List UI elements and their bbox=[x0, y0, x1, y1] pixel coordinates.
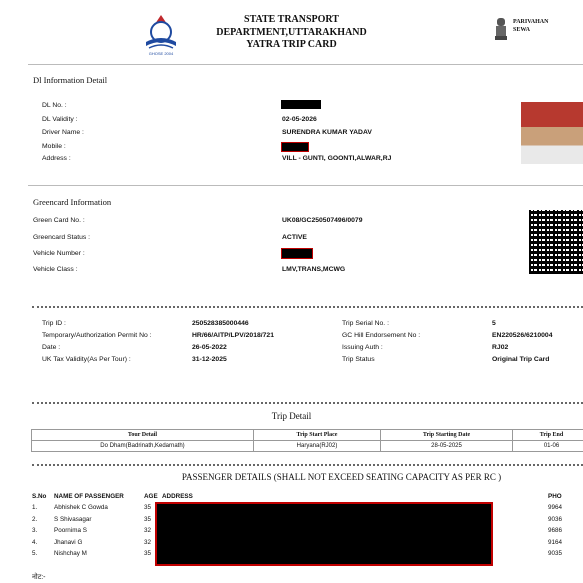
sno-cell: 1. bbox=[32, 504, 38, 512]
col-trip-starting-date: Trip Starting Date bbox=[381, 430, 513, 441]
name-cell: Nishchay M bbox=[54, 550, 87, 558]
name-cell: Abhishek C Gowda bbox=[54, 504, 108, 512]
name-cell: Poornima S bbox=[54, 527, 87, 535]
date-label: Date : bbox=[42, 344, 61, 351]
starting-date-cell: 28-05-2025 bbox=[381, 441, 513, 452]
driver-name-value: SURENDRA KUMAR YADAV bbox=[282, 129, 372, 136]
trip-id-value: 250528385000446 bbox=[192, 320, 249, 327]
vehicle-class-value: LMV,TRANS,MCWG bbox=[282, 266, 346, 273]
trip-status-label: Trip Status bbox=[342, 356, 375, 363]
phone-cell: 9036 bbox=[548, 515, 563, 523]
col-age: AGE bbox=[144, 492, 158, 500]
footer-note: नोट:- bbox=[32, 574, 46, 581]
mobile-redaction bbox=[281, 142, 309, 152]
permit-no-value: HR/66/AITP/LPV/2018/721 bbox=[192, 332, 274, 339]
phone-cell: 9964 bbox=[548, 504, 563, 512]
address-label: Address : bbox=[42, 155, 71, 162]
trip-id-label: Trip ID : bbox=[42, 320, 66, 327]
divider bbox=[28, 64, 583, 65]
dl-validity-label: DL Validity : bbox=[42, 116, 78, 123]
col-phone: PHO bbox=[548, 492, 562, 500]
greencard-status-label: Greencard Status : bbox=[33, 234, 91, 241]
dotted-divider bbox=[32, 402, 583, 404]
dotted-divider bbox=[32, 464, 583, 466]
trip-serial-label: Trip Serial No. : bbox=[342, 320, 389, 327]
sno-cell: 4. bbox=[32, 538, 38, 546]
national-emblem-icon bbox=[494, 16, 508, 46]
name-cell: Jhanavi G bbox=[54, 538, 83, 546]
greencard-section-title: Greencard Information bbox=[33, 197, 112, 207]
gc-endorsement-value: EN220526/6210004 bbox=[492, 332, 553, 339]
start-place-cell: Haryana(RJ02) bbox=[254, 441, 381, 452]
col-address: ADDRESS bbox=[162, 492, 193, 500]
sno-cell: 2. bbox=[32, 515, 38, 523]
date-value: 26-05-2022 bbox=[192, 344, 227, 351]
sno-cell: 5. bbox=[32, 550, 38, 558]
parivahan-sewa-label: PARIVAHAN SEWA bbox=[513, 19, 549, 33]
tax-validity-label: UK Tax Validity(As Per Tour) : bbox=[42, 356, 131, 363]
trip-status-value: Original Trip Card bbox=[492, 356, 550, 363]
age-cell: 35 bbox=[144, 515, 152, 523]
trip-detail-title: Trip Detail bbox=[271, 411, 312, 421]
passenger-details-title: PASSENGER DETAILS (SHALL NOT EXCEED SEATING CAPACITY AS PER RC ) bbox=[181, 472, 502, 482]
phone-cell: 9035 bbox=[548, 550, 563, 558]
issuing-auth-label: Issuing Auth : bbox=[342, 344, 383, 351]
sno-cell: 3. bbox=[32, 527, 38, 535]
address-value: VILL - GUNTI, GOONTI,ALWAR,RJ bbox=[282, 155, 392, 162]
table-header-row bbox=[30, 490, 583, 502]
vehicle-class-label: Vehicle Class : bbox=[33, 266, 78, 273]
age-cell: 35 bbox=[144, 550, 152, 558]
driver-photo bbox=[521, 102, 583, 164]
phone-cell: 9686 bbox=[548, 527, 563, 535]
col-sno: S.No bbox=[32, 492, 47, 500]
vehicle-number-redaction bbox=[281, 248, 313, 259]
phone-cell: 9164 bbox=[548, 538, 563, 546]
tour-detail-cell: Do Dham(Badrinath,Kedarnath) bbox=[32, 441, 254, 452]
table-row bbox=[32, 441, 583, 452]
driver-name-label: Driver Name : bbox=[42, 129, 84, 136]
svg-text:GHOSE 2004: GHOSE 2004 bbox=[148, 51, 174, 56]
divider bbox=[28, 185, 583, 186]
dl-validity-value: 02-05-2026 bbox=[282, 116, 317, 123]
dl-no-label: DL No. : bbox=[42, 102, 67, 109]
greencard-status-value: ACTIVE bbox=[282, 234, 307, 241]
tax-validity-value: 31-12-2025 bbox=[192, 356, 227, 363]
green-card-no-label: Green Card No. : bbox=[33, 217, 85, 224]
qr-code bbox=[529, 210, 583, 274]
col-tour-detail: Tour Detail bbox=[32, 430, 254, 441]
address-redaction bbox=[155, 502, 493, 566]
mobile-label: Mobile : bbox=[42, 143, 66, 150]
col-trip-start-place: Trip Start Place bbox=[254, 430, 381, 441]
permit-no-label: Temporary/Authorization Permit No : bbox=[42, 332, 152, 339]
name-cell: S Shivasagar bbox=[54, 515, 92, 523]
table-header-row bbox=[32, 430, 583, 441]
dl-no-redaction bbox=[281, 100, 321, 109]
trip-serial-value: 5 bbox=[492, 320, 496, 327]
gc-endorsement-label: GC Hill Endorsement No : bbox=[342, 332, 421, 339]
header-line-1: STATE TRANSPORT bbox=[244, 14, 339, 25]
age-cell: 32 bbox=[144, 538, 152, 546]
age-cell: 35 bbox=[144, 504, 152, 512]
age-cell: 32 bbox=[144, 527, 152, 535]
col-name: NAME OF PASSENGER bbox=[54, 492, 124, 500]
vehicle-number-label: Vehicle Number : bbox=[33, 250, 85, 257]
trip-detail-table bbox=[31, 429, 583, 452]
dotted-divider bbox=[32, 306, 583, 308]
issuing-auth-value: RJ02 bbox=[492, 344, 509, 351]
trip-end-cell: 01-06 bbox=[513, 441, 583, 452]
header-line-3: YATRA TRIP CARD bbox=[246, 39, 337, 50]
header-line-2: DEPARTMENT,UTTARAKHAND bbox=[216, 26, 367, 38]
green-card-no-value: UK08/GC250507496/0079 bbox=[282, 217, 363, 224]
dl-section-title: Dl Information Detail bbox=[33, 75, 108, 85]
col-trip-end: Trip End bbox=[513, 430, 583, 441]
